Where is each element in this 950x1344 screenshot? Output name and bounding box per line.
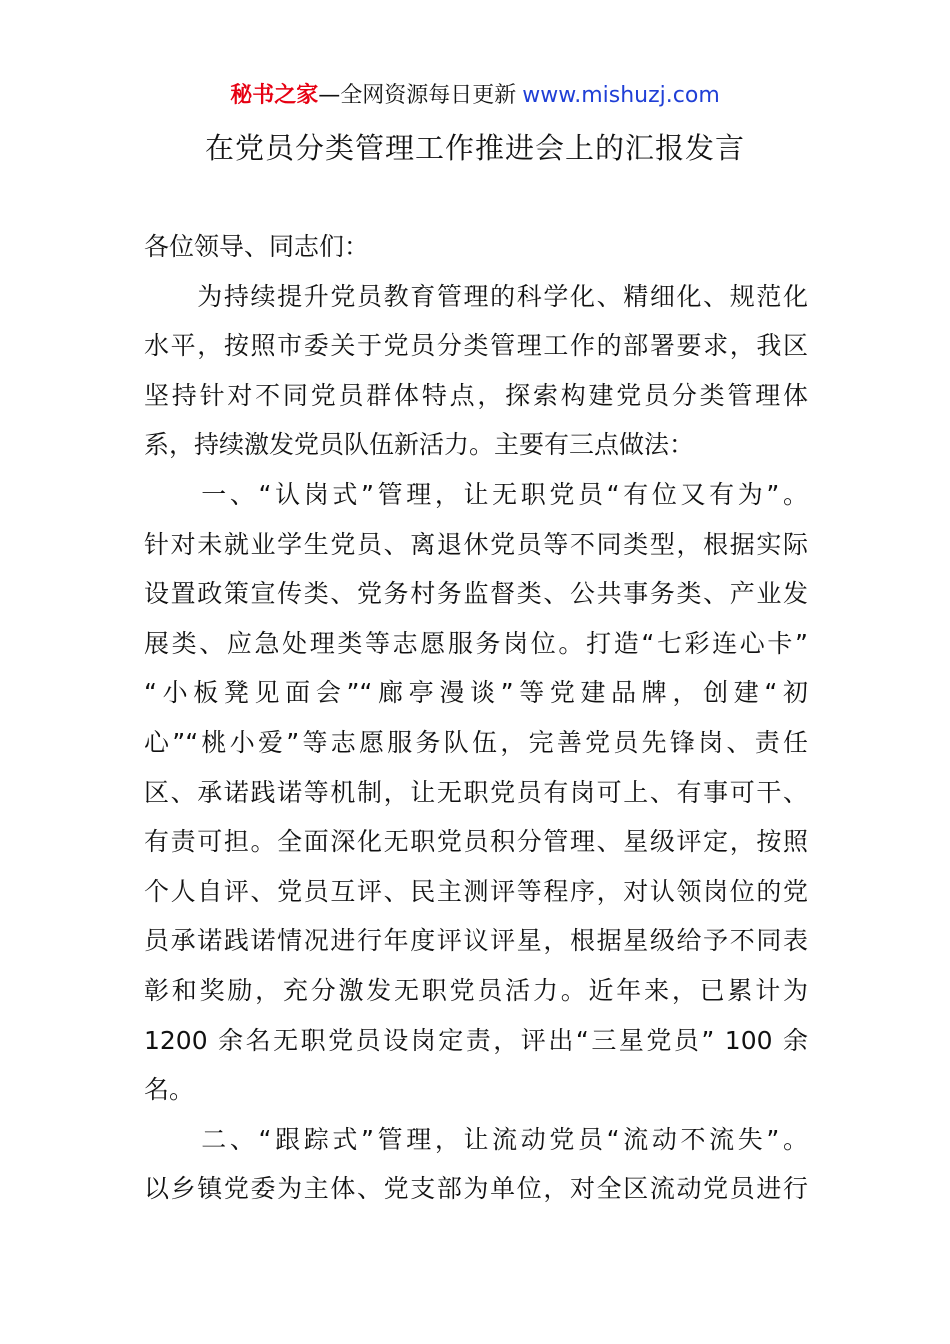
banner-tagline: —全网资源每日更新 [318, 83, 517, 108]
text-line: 员承诺践诺情况进行年度评议评星，根据星级给予不同表 [144, 926, 808, 956]
text-line: 有责可担。全面深化无职党员积分管理、星级评定，按照 [144, 827, 808, 857]
text-line: “小板凳见面会”“廊亭漫谈”等党建品牌，创建“初 [144, 678, 808, 708]
text-line: 以乡镇党委为主体、党支部为单位，对全区流动党员进行 [144, 1174, 808, 1204]
text-line: 针对未就业学生党员、离退休党员等不同类型，根据实际 [144, 529, 808, 559]
text-line: 系，持续激发党员队伍新活力。主要有三点做法： [144, 430, 695, 460]
salutation-line: 各位领导、同志们： [144, 232, 370, 261]
text-line: 为持续提升党员教育管理的科学化、精细化、规范化 [144, 281, 808, 311]
text-line: 彰和奖励，充分激发无职党员活力。近年来，已累计为 [144, 975, 808, 1005]
section-heading-line: 一、“认岗式”管理，让无职党员“有位又有为”。 [144, 479, 808, 509]
text-line: 区、承诺践诺等机制，让无职党员有岗可上、有事可干、 [144, 777, 808, 807]
section-heading-line: 二、“跟踪式”管理，让流动党员“流动不流失”。 [144, 1124, 808, 1154]
site-banner [0, 80, 950, 112]
text-line: 展类、应急处理类等志愿服务岗位。打造“七彩连心卡” [144, 628, 808, 658]
document-body [144, 222, 808, 1214]
site-url-link[interactable]: www.mishuzj.com [522, 83, 720, 108]
text-line: 设置政策宣传类、党务村务监督类、公共事务类、产业发 [144, 579, 808, 609]
text-line: 坚持针对不同党员群体特点，探索构建党员分类管理体 [144, 380, 808, 410]
text-line: 个人自评、党员互评、民主测评等程序，对认领岗位的党 [144, 876, 808, 906]
text-line: 心”“桃小爱”等志愿服务队伍，完善党员先锋岗、责任 [144, 727, 808, 757]
brand-name: 秘书之家 [230, 83, 319, 108]
document-title: 在党员分类管理工作推进会上的汇报发言 [204, 131, 745, 165]
text-line: 名。 [144, 1075, 195, 1105]
text-line: 水平，按照市委关于党员分类管理工作的部署要求，我区 [144, 331, 808, 361]
text-line: 1200 余名无职党员设岗定责，评出“三星党员” 100 余 [144, 1025, 808, 1055]
